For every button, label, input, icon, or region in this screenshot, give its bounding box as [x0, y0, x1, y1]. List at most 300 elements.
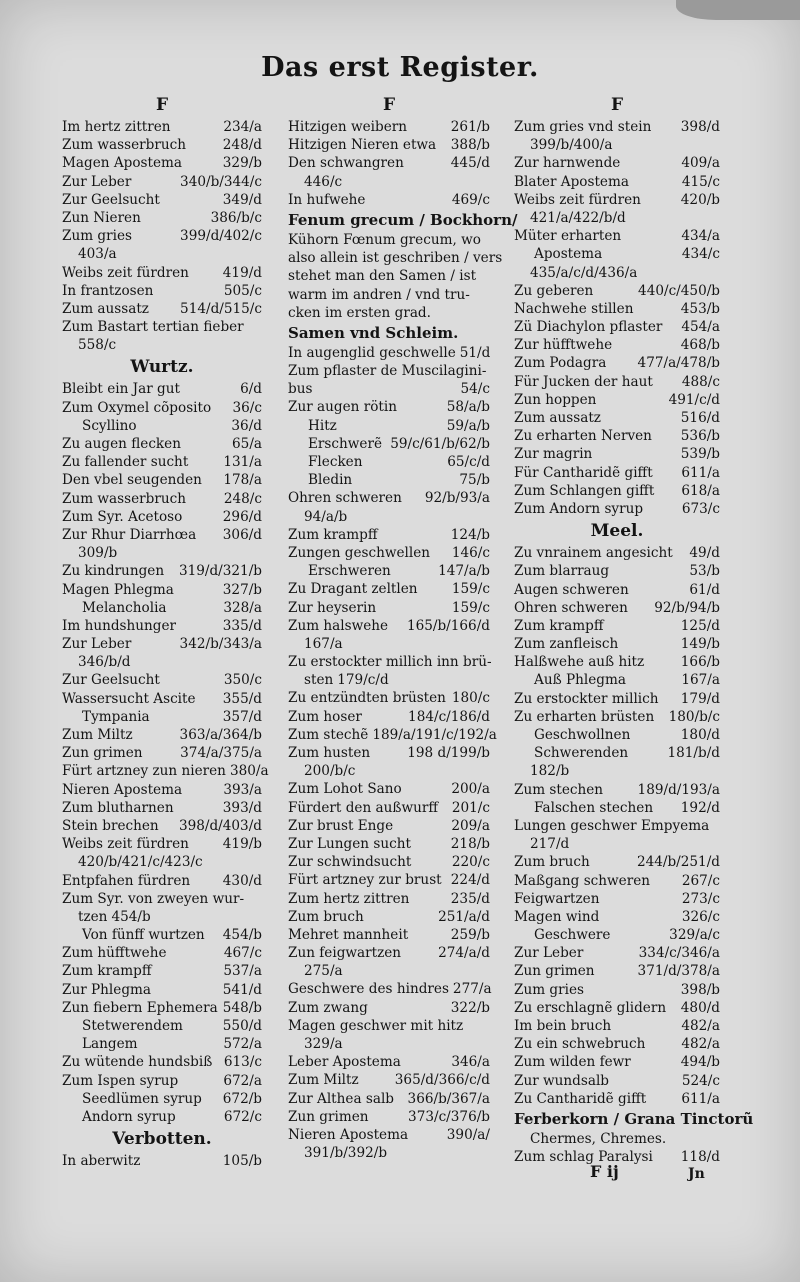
register-entry — [62, 890, 262, 908]
register-entry — [62, 799, 262, 817]
section-heading — [288, 209, 518, 231]
entry-reference: 200/a — [451, 781, 490, 798]
entry-reference: 218/b — [450, 835, 490, 852]
register-entry — [288, 136, 490, 154]
register-entry — [62, 781, 262, 799]
entry-text: Samen vnd Schleim. — [288, 323, 459, 342]
register-entry — [288, 380, 490, 398]
register-entry — [514, 191, 720, 209]
entry-reference: 149/b — [680, 636, 720, 653]
section-heading — [62, 354, 262, 380]
entry-reference: 36/c — [232, 399, 262, 416]
register-entry — [62, 581, 262, 599]
register-entry — [62, 544, 262, 562]
entry-reference: 49/d — [689, 545, 720, 562]
entry-text: Zum husten — [288, 745, 371, 761]
entry-reference: 118/d — [680, 1149, 720, 1166]
entry-text: 346/b/d — [78, 654, 131, 671]
register-entry — [62, 635, 262, 653]
entry-reference: 516/d — [680, 410, 720, 426]
register-entry — [288, 562, 490, 580]
entry-reference: 159/c — [451, 599, 490, 616]
entry-reference: 235/d — [450, 890, 490, 907]
register-entry — [62, 380, 262, 398]
entry-text: Im hertz zittren — [62, 119, 171, 135]
register-entry — [62, 1090, 262, 1108]
entry-text: Zum Syr. Acetoso — [62, 508, 183, 525]
register-entry — [514, 835, 720, 853]
entry-text: Blater Apostema — [514, 173, 629, 190]
entry-text: Flecken — [308, 454, 363, 470]
entry-text: Zur Geelsucht — [62, 672, 160, 689]
entry-reference: 357/d — [222, 708, 262, 725]
register-entry — [514, 1072, 720, 1090]
entry-text: Falschen stechen — [534, 799, 654, 816]
entry-reference: 248/c — [223, 490, 262, 507]
entry-text: Zum Podagra — [514, 355, 607, 372]
register-entry — [514, 944, 720, 962]
register-entry — [288, 526, 490, 544]
entry-reference: 365/d/366/c/d — [394, 1072, 490, 1089]
entry-reference: 328/a — [223, 599, 262, 616]
register-entry — [514, 544, 720, 562]
entry-text: Zur Althea salb — [288, 1090, 395, 1107]
entry-text: Zum wasserbruch — [62, 137, 186, 154]
register-entry — [514, 781, 720, 799]
entry-text: 217/d — [530, 836, 570, 853]
entry-text: 558/c — [78, 337, 117, 354]
section-heading — [288, 322, 490, 344]
entry-text: Nieren Apostema — [62, 781, 183, 798]
entry-text: Magen geschwer mit hitz — [288, 1017, 464, 1034]
entry-reference: 393/d — [222, 799, 262, 816]
register-entry — [288, 617, 490, 635]
register-entry — [288, 435, 490, 453]
entry-text: Zum Ispen syrup — [62, 1072, 179, 1089]
entry-reference: 261/b — [450, 119, 490, 135]
register-entry — [288, 653, 490, 671]
entry-text: Zum Bastart tertian fieber — [62, 319, 244, 336]
register-entry — [514, 154, 720, 172]
entry-reference: 415/c — [681, 173, 720, 190]
entry-text: Zur Geelsucht — [62, 191, 160, 208]
entry-text: 167/a — [304, 635, 343, 652]
register-entry — [288, 362, 490, 380]
register-entry — [62, 318, 262, 336]
register-entry — [62, 1108, 262, 1126]
entry-text: Zum hüfftwehe — [62, 945, 167, 962]
register-entry — [514, 300, 720, 318]
entry-text: Meel. — [590, 521, 644, 542]
entry-text: Zum wilden fewr — [514, 1054, 631, 1071]
entry-text: Zum zanfleisch — [514, 636, 619, 653]
register-entry — [514, 336, 720, 354]
entry-reference: 374/a/375/a — [180, 745, 262, 762]
register-entry — [514, 908, 720, 926]
entry-reference: 75/b — [459, 472, 490, 489]
entry-reference: 550/d — [222, 1018, 262, 1034]
entry-text: Zu Cantharidẽ gifft — [514, 1090, 647, 1107]
register-entry — [514, 445, 720, 463]
register-entry — [62, 191, 262, 209]
register-entry — [62, 209, 262, 227]
entry-text: Zum halswehe — [288, 617, 389, 634]
entry-text: Zum Miltz — [288, 1072, 359, 1089]
register-entry — [514, 464, 720, 482]
entry-reference: 267/c — [681, 872, 720, 889]
register-entry — [514, 1053, 720, 1071]
register-entry — [288, 489, 490, 507]
register-entry — [62, 471, 262, 489]
entry-text: Zum krampff — [62, 963, 152, 980]
entry-reference: 198 d/199/b — [407, 745, 490, 761]
register-entry — [62, 1072, 262, 1090]
register-entry — [514, 136, 720, 154]
entry-text: In frantzosen — [62, 282, 154, 299]
entry-text: F — [610, 94, 624, 115]
section-heading — [62, 1126, 262, 1152]
entry-text: Zu Dragant zeltlen — [288, 581, 418, 598]
register-entry — [288, 173, 490, 191]
entry-text: Zu erharten brüsten — [514, 708, 655, 725]
register-entry — [62, 300, 262, 318]
entry-reference: 248/d — [222, 137, 262, 154]
register-entry — [514, 227, 720, 245]
entry-text: Zur schwindsucht — [288, 854, 412, 871]
entry-reference: 159/c — [451, 581, 490, 598]
register-entry — [514, 500, 720, 518]
register-entry — [288, 471, 490, 489]
register-entry — [288, 508, 490, 526]
entry-text: Zur Rhur Diarrhœa — [62, 526, 197, 543]
register-entry — [288, 780, 490, 798]
register-entry — [62, 562, 262, 580]
register-entry — [62, 1017, 262, 1035]
entry-reference: 672/b — [222, 1090, 262, 1107]
register-entry — [62, 118, 262, 136]
entry-reference: 306/d — [222, 526, 262, 543]
entry-reference: 296/d — [222, 508, 262, 525]
entry-text: Hitzigen weibern — [288, 119, 408, 135]
register-entry — [514, 653, 720, 671]
register-entry — [288, 999, 490, 1017]
entry-text: 399/b/400/a — [530, 137, 613, 154]
section-heading — [514, 1108, 754, 1130]
entry-reference: 6/d — [240, 381, 262, 398]
entry-reference: 430/d — [222, 872, 262, 889]
entry-reference: 468/b — [680, 337, 720, 354]
entry-reference: 319/d/321/b — [178, 563, 262, 580]
entry-reference: 469/c — [451, 191, 490, 208]
entry-reference: 166/b — [680, 654, 720, 671]
register-entry — [514, 817, 720, 835]
register-entry — [514, 926, 720, 944]
register-entry — [288, 154, 490, 172]
entry-text: Apostema — [534, 246, 603, 263]
entry-reference: 346/a — [451, 1054, 490, 1071]
entry-text: Verbotten. — [112, 1129, 212, 1150]
entry-text: Zur brust Enge — [288, 817, 394, 834]
entry-reference: 259/b — [450, 926, 490, 943]
register-entry — [514, 318, 720, 336]
register-entry — [288, 599, 490, 617]
entry-reference: 482/a — [681, 1018, 720, 1034]
register-entry — [514, 1035, 720, 1053]
entry-text: Tympania — [82, 708, 150, 725]
register-entry — [514, 391, 720, 409]
entry-text: Zum gries — [514, 981, 584, 998]
entry-text: Zu ein schwebruch — [514, 1036, 646, 1053]
entry-reference: 572/a — [223, 1036, 262, 1053]
entry-text: Andorn syrup — [82, 1108, 176, 1125]
entry-text: Wassersucht Ascite — [62, 690, 196, 707]
register-entry — [288, 191, 490, 209]
entry-reference: 390/a/ — [446, 1126, 490, 1143]
entry-text: Zum krampff — [514, 617, 604, 634]
entry-reference: 322/b — [450, 999, 490, 1016]
entry-text: Bledin — [308, 472, 353, 489]
entry-reference: 398/d — [680, 119, 720, 135]
entry-reference: 201/c — [451, 799, 490, 816]
entry-reference: 184/c/186/d — [408, 708, 490, 725]
entry-text: Zum stechẽ — [288, 726, 369, 743]
register-entry — [288, 635, 490, 653]
entry-text: Zun grimen — [514, 963, 595, 980]
entry-text: 94/a/b — [304, 508, 348, 525]
entry-text: 329/a — [304, 1036, 343, 1052]
register-entry — [514, 373, 720, 391]
register-entry — [288, 231, 490, 249]
entry-reference: 386/b/c — [210, 209, 262, 226]
section-heading — [62, 92, 262, 118]
entry-reference: 131/a — [223, 454, 262, 471]
entry-text: In aberwitz — [62, 1153, 141, 1170]
register-entry — [514, 890, 720, 908]
entry-reference: 477/a/478/b — [637, 355, 720, 372]
entry-text: warm im andren / vnd tru- — [288, 286, 470, 303]
register-entry — [288, 249, 503, 267]
entry-text: Augen schweren — [514, 581, 629, 598]
register-entry — [288, 962, 490, 980]
register-entry — [288, 799, 490, 817]
register-entry — [288, 926, 490, 944]
entry-text: Zur Leber — [62, 173, 132, 190]
register-entry — [288, 1017, 490, 1035]
register-entry — [514, 981, 720, 999]
entry-text: In hufwehe — [288, 191, 366, 208]
entry-reference: 539/b — [680, 446, 720, 463]
register-entry — [62, 1053, 262, 1071]
register-entry — [288, 726, 497, 744]
entry-text: Ohren schweren — [514, 599, 628, 616]
entry-text: stehet man den Samen / ist — [288, 268, 477, 285]
register-entry — [288, 708, 490, 726]
entry-reference: 454/a — [681, 319, 720, 336]
entry-reference: 536/b — [680, 428, 720, 445]
register-entry — [288, 944, 490, 962]
entry-text: Zur Leber — [514, 945, 584, 962]
section-heading — [288, 92, 490, 118]
entry-reference: 350/c — [223, 672, 262, 689]
register-entry — [62, 817, 262, 835]
entry-text: Zu erschlagnẽ glidern — [514, 999, 667, 1016]
entry-text: Zum blarraug — [514, 563, 610, 580]
entry-reference: 180/d — [680, 727, 720, 743]
register-entry — [62, 245, 262, 263]
entry-reference: 613/c — [223, 1054, 262, 1071]
entry-reference: 524/c — [681, 1072, 720, 1089]
entry-reference: 380/a — [229, 763, 269, 780]
register-entry — [288, 890, 490, 908]
entry-reference: 189/a/191/c/192/a — [372, 726, 497, 743]
entry-reference: 494/b — [680, 1054, 720, 1071]
entry-text: Scyllino — [82, 417, 137, 434]
entry-text: Fürdert den außwurff — [288, 799, 439, 816]
entry-reference: 277/a — [452, 981, 492, 998]
register-entry — [62, 136, 262, 154]
register-entry — [288, 1035, 490, 1053]
entry-reference: 36/d — [231, 417, 262, 434]
entry-reference: 54/c — [460, 381, 490, 398]
entry-text: Im hundshunger — [62, 617, 177, 634]
entry-reference: 514/d/515/c — [180, 300, 262, 317]
register-entry — [288, 304, 490, 322]
catchword: Jn — [688, 1166, 705, 1182]
register-entry — [514, 1017, 720, 1035]
entry-reference: 180/b/c — [668, 708, 720, 725]
entry-reference: 220/c — [451, 854, 490, 871]
entry-text: 200/b/c — [304, 763, 356, 780]
entry-text: Feigwartzen — [514, 890, 600, 907]
register-entry — [62, 264, 262, 282]
entry-reference: 224/d — [450, 872, 490, 889]
entry-text: Zum Schlangen gifft — [514, 482, 655, 499]
entry-text: Geschwollnen — [534, 727, 631, 743]
entry-reference: 273/c — [681, 890, 720, 907]
entry-text: Geschwere des hindres — [288, 981, 449, 998]
entry-text: Zum hertz zittren — [288, 890, 410, 907]
entry-text: Seedlümen syrup — [82, 1090, 202, 1107]
entry-text: Mehret mannheit — [288, 926, 409, 943]
register-entry — [288, 835, 490, 853]
entry-text: Bleibt ein Jar gut — [62, 381, 180, 398]
section-heading — [514, 518, 720, 544]
entry-text: Zum aussatz — [62, 300, 149, 317]
entry-reference: 445/d — [450, 155, 490, 172]
entry-text: Zü Diachylon pflaster — [514, 319, 663, 336]
entry-reference: 618/a — [681, 482, 720, 499]
entry-text: Den vbel seugenden — [62, 472, 202, 489]
entry-reference: 124/b — [450, 526, 490, 543]
entry-text: Maßgang schweren — [514, 872, 651, 889]
register-entry — [62, 744, 262, 762]
entry-text: Weibs zeit fürdren — [514, 191, 641, 208]
entry-text: Für Cantharidẽ gifft — [514, 464, 653, 481]
entry-text: Zun grimen — [288, 1108, 369, 1125]
register-entry — [62, 399, 262, 417]
entry-reference: 65/c/d — [447, 454, 490, 470]
register-entry — [288, 744, 490, 762]
entry-text: Halßwehe auß hitz — [514, 654, 645, 671]
register-entry — [62, 872, 262, 890]
entry-text: Zu erstockter millich — [514, 690, 659, 707]
register-entry — [288, 1090, 490, 1108]
entry-reference: 482/a — [681, 1036, 720, 1053]
entry-reference: 541/d — [222, 981, 262, 998]
entry-text: Kühorn Fœnum grecum, wo — [288, 231, 481, 248]
entry-text: Zun hoppen — [514, 391, 597, 408]
entry-reference: 548/b — [222, 999, 262, 1016]
entry-reference: 355/d — [222, 690, 262, 707]
register-entry — [514, 708, 720, 726]
entry-reference: 419/b — [222, 836, 262, 853]
register-entry — [514, 762, 720, 780]
entry-text: Magen Apostema — [62, 155, 183, 172]
entry-reference: 59/a/b — [446, 417, 490, 434]
register-entry — [514, 1130, 720, 1148]
entry-reference: 491/c/d — [668, 391, 720, 408]
entry-text: 391/b/392/b — [304, 1145, 388, 1162]
register-entry — [514, 409, 720, 427]
entry-reference: 672/a — [223, 1072, 262, 1089]
entry-text: 435/a/c/d/436/a — [530, 264, 638, 281]
entry-text: Fürt artzney zun nieren — [62, 763, 226, 780]
entry-text: Zur harnwende — [514, 155, 621, 172]
entry-reference: 179/d — [680, 690, 720, 707]
entry-reference: 65/a — [232, 436, 262, 452]
entry-text: Zum Syr. von zweyen wur- — [62, 890, 245, 907]
entry-text: Fenum grecum / Bockhorn/ — [288, 210, 518, 229]
entry-reference: 327/b — [222, 581, 262, 598]
entry-text: Zur wundsalb — [514, 1072, 609, 1089]
entry-text: 309/b — [78, 545, 118, 562]
register-entry — [62, 526, 262, 544]
entry-reference: 434/c — [681, 246, 720, 263]
register-entry — [514, 118, 720, 136]
entry-text: Ohren schweren — [288, 490, 402, 507]
entry-reference: 363/a/364/b — [179, 727, 262, 743]
entry-text: Entpfahen fürdren — [62, 872, 191, 889]
register-column-1 — [62, 92, 269, 1170]
entry-text: Zu entzündten brüsten — [288, 690, 446, 707]
register-entry — [62, 227, 262, 245]
entry-reference: 147/a/b — [438, 563, 490, 580]
entry-text: Zum hoser — [288, 708, 362, 725]
register-entry — [62, 926, 262, 944]
entry-text: Zum wasserbruch — [62, 490, 186, 507]
register-column-2 — [288, 92, 518, 1162]
entry-text: Zum schlag Paralysi — [514, 1149, 653, 1166]
register-entry — [288, 1053, 490, 1071]
entry-reference: 611/a — [681, 464, 720, 481]
page-title: Das erst Register. — [261, 52, 539, 83]
entry-reference: 92/b/93/a — [424, 490, 490, 507]
entry-reference: 92/b/94/b — [654, 599, 720, 616]
entry-text: Zur magrin — [514, 446, 593, 463]
entry-reference: 146/c — [451, 544, 490, 561]
register-entry — [514, 671, 720, 689]
register-entry — [62, 908, 262, 926]
entry-reference: 335/d — [222, 617, 262, 634]
entry-reference: 51/d — [459, 344, 491, 361]
entry-reference: 366/b/367/a — [407, 1090, 490, 1107]
entry-text: Erschweren — [308, 563, 391, 580]
register-entry — [62, 1035, 262, 1053]
register-entry — [514, 354, 720, 372]
entry-text: 182/b — [530, 763, 570, 780]
register-entry — [62, 762, 269, 780]
register-entry — [62, 154, 262, 172]
